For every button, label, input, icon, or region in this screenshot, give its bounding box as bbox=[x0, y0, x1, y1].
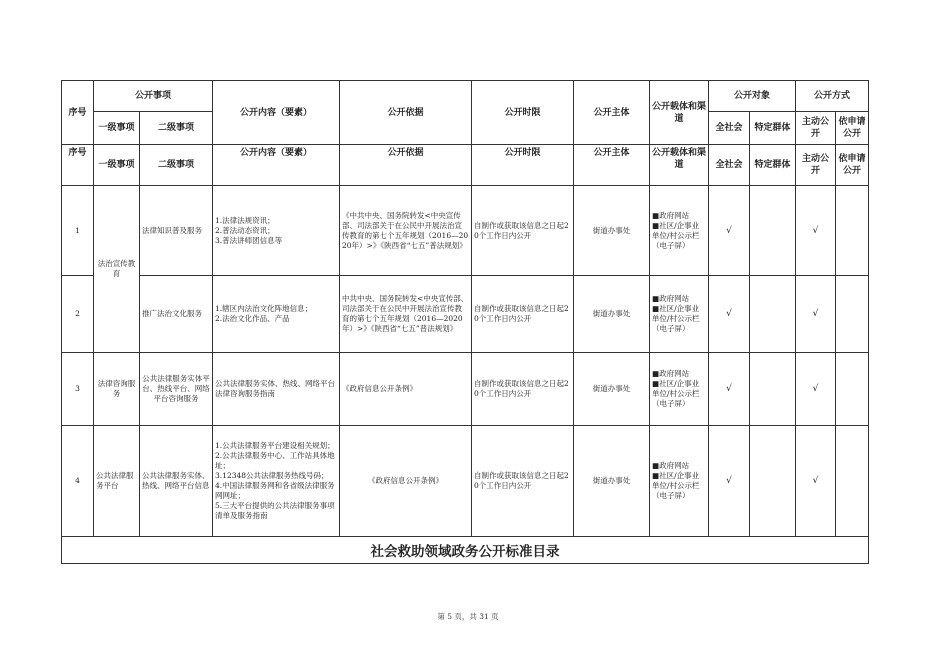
row-subject: 街道办事处 bbox=[574, 276, 650, 353]
row-basis: 《中共中央、国务院转发<中央宣传部、司法部关于在公民中开展法治宣传教育的第七个五年规划（2016—2020年）>》《陕西省“七五”普法规划》 bbox=[340, 186, 472, 276]
header-timeframe: 公开时限 bbox=[472, 81, 574, 145]
table-row bbox=[62, 353, 869, 426]
row-all-society-check: √ bbox=[709, 426, 750, 537]
row-basis: 中共中央、国务院转发<中央宣传部、司法部关于在公民中开展法治宣传教育的第七个五年规划（2016—2020年）>》《陕西省“七五”普法规划》 bbox=[340, 276, 472, 353]
row-content: 1.辖区内法治文化阵地信息； 2.法治文化作品、产品 bbox=[215, 304, 313, 323]
repeat-header-timeframe: 公开时限 bbox=[472, 145, 574, 186]
row-specific-groups-check bbox=[750, 276, 796, 353]
row-level2: 法律知识普及服务 bbox=[140, 186, 213, 276]
header-method: 公开方式 bbox=[796, 81, 869, 112]
row-content: 1.法律法规资讯； 2.普法动态资讯； 3.普法讲师团信息等 bbox=[215, 215, 283, 245]
repeat-header-specific-groups: 特定群体 bbox=[750, 145, 796, 186]
row-channel: ■政府网站 ■社区/企事业单位/村公示栏（电子屏） bbox=[652, 461, 700, 500]
table-row bbox=[62, 276, 869, 353]
repeat-header-subject: 公开主体 bbox=[574, 145, 650, 186]
header-specific-groups: 特定群体 bbox=[750, 112, 796, 145]
row-specific-groups-check bbox=[750, 353, 796, 426]
row-timeframe: 自制作或获取该信息之日起20个工作日内公开 bbox=[472, 186, 574, 276]
row-level2: 公共法律服务实体、热线、网络平台信息 bbox=[140, 426, 213, 537]
header-public-items: 公开事项 bbox=[94, 81, 213, 112]
repeat-header-on-request: 依申请公开 bbox=[836, 145, 869, 186]
row-proactive-check: √ bbox=[796, 276, 836, 353]
row-specific-groups-check bbox=[750, 186, 796, 276]
row-channel: ■政府网站 ■社区/企事业单位/村公示栏（电子屏） bbox=[652, 210, 700, 250]
row-basis: 《政府信息公开条例》 bbox=[340, 426, 472, 537]
header-subject: 公开主体 bbox=[574, 81, 650, 145]
row-level1: 公共法律服务平台 bbox=[94, 426, 140, 537]
row-channel: ■政府网站 ■社区/企事业单位/村公示栏（电子屏） bbox=[652, 369, 700, 408]
disclosure-catalog-table bbox=[61, 80, 869, 564]
row-timeframe: 自制作或获取该信息之日起20个工作日内公开 bbox=[472, 276, 574, 353]
page-footer: 第 5 页，共 31 页 bbox=[437, 612, 499, 621]
header-level2: 二级事项 bbox=[140, 112, 213, 145]
row-seq: 4 bbox=[62, 426, 94, 537]
row-level1: 法律咨询服务 bbox=[94, 353, 140, 426]
header-proactive: 主动公开 bbox=[796, 112, 836, 145]
header-basis: 公开依据 bbox=[340, 81, 472, 145]
table-row bbox=[62, 186, 869, 276]
row-subject: 街道办事处 bbox=[574, 186, 650, 276]
row-level1: 法治宣传教育 bbox=[94, 186, 140, 353]
row-seq: 3 bbox=[62, 353, 94, 426]
header-on-request: 依申请公开 bbox=[836, 112, 869, 145]
repeat-header-all-society: 全社会 bbox=[709, 145, 750, 186]
repeat-header-proactive: 主动公开 bbox=[796, 145, 836, 186]
row-seq: 2 bbox=[62, 276, 94, 353]
row-basis: 《政府信息公开条例》 bbox=[340, 353, 472, 426]
row-all-society-check: √ bbox=[709, 353, 750, 426]
row-on-request-check bbox=[836, 426, 869, 537]
row-channel: ■政府网站 ■社区/企事业单位/村公示栏（电子屏） bbox=[652, 294, 700, 333]
header-content: 公开内容（要素） bbox=[213, 81, 340, 145]
row-subject: 街道办事处 bbox=[574, 353, 650, 426]
repeat-header-seq: 序号 bbox=[62, 145, 94, 186]
header-audience: 公开对象 bbox=[709, 81, 796, 112]
row-timeframe: 自制作或获取该信息之日起20个工作日内公开 bbox=[472, 353, 574, 426]
row-level2: 推广法治文化服务 bbox=[140, 276, 213, 353]
row-all-society-check: √ bbox=[709, 186, 750, 276]
header-level1: 一级事项 bbox=[94, 112, 140, 145]
row-content: 公共法律服务实体、热线、网络平台法律咨询服务指南 bbox=[215, 379, 336, 398]
header-channel: 公开载体和渠道 bbox=[650, 81, 709, 145]
row-on-request-check bbox=[836, 186, 869, 276]
table-row bbox=[62, 426, 869, 537]
row-on-request-check bbox=[836, 276, 869, 353]
row-content: 1.公共法律服务平台建设相关规划； 2.公共法律服务中心、工作站具体地址； 3.12348公共法律服务热线号码； 4.中国法律服务网和各省级法律服务网网址； 5.三大平台提供的公共法律服务事项清单及服务指南 bbox=[215, 441, 335, 520]
row-timeframe: 自制作或获取该信息之日起20个工作日内公开 bbox=[472, 426, 574, 537]
section-title: 社会救助领域政务公开标准目录 bbox=[62, 537, 869, 564]
row-proactive-check: √ bbox=[796, 353, 836, 426]
repeat-header-content: 公开内容（要素） bbox=[213, 145, 340, 186]
row-level2: 公共法律服务实体平台、热线平台、网络平台咨询服务 bbox=[140, 353, 213, 426]
row-specific-groups-check bbox=[750, 426, 796, 537]
repeat-header-channel: 公开载体和渠道 bbox=[650, 145, 709, 186]
row-seq: 1 bbox=[62, 186, 94, 276]
row-proactive-check: √ bbox=[796, 186, 836, 276]
row-proactive-check: √ bbox=[796, 426, 836, 537]
repeat-header-basis: 公开依据 bbox=[340, 145, 472, 186]
row-on-request-check bbox=[836, 353, 869, 426]
row-all-society-check: √ bbox=[709, 276, 750, 353]
row-subject: 街道办事处 bbox=[574, 426, 650, 537]
header-all-society: 全社会 bbox=[709, 112, 750, 145]
repeat-header-level1: 一级事项 bbox=[94, 145, 140, 186]
repeat-header-level2: 二级事项 bbox=[140, 145, 213, 186]
header-seq: 序号 bbox=[62, 81, 94, 145]
